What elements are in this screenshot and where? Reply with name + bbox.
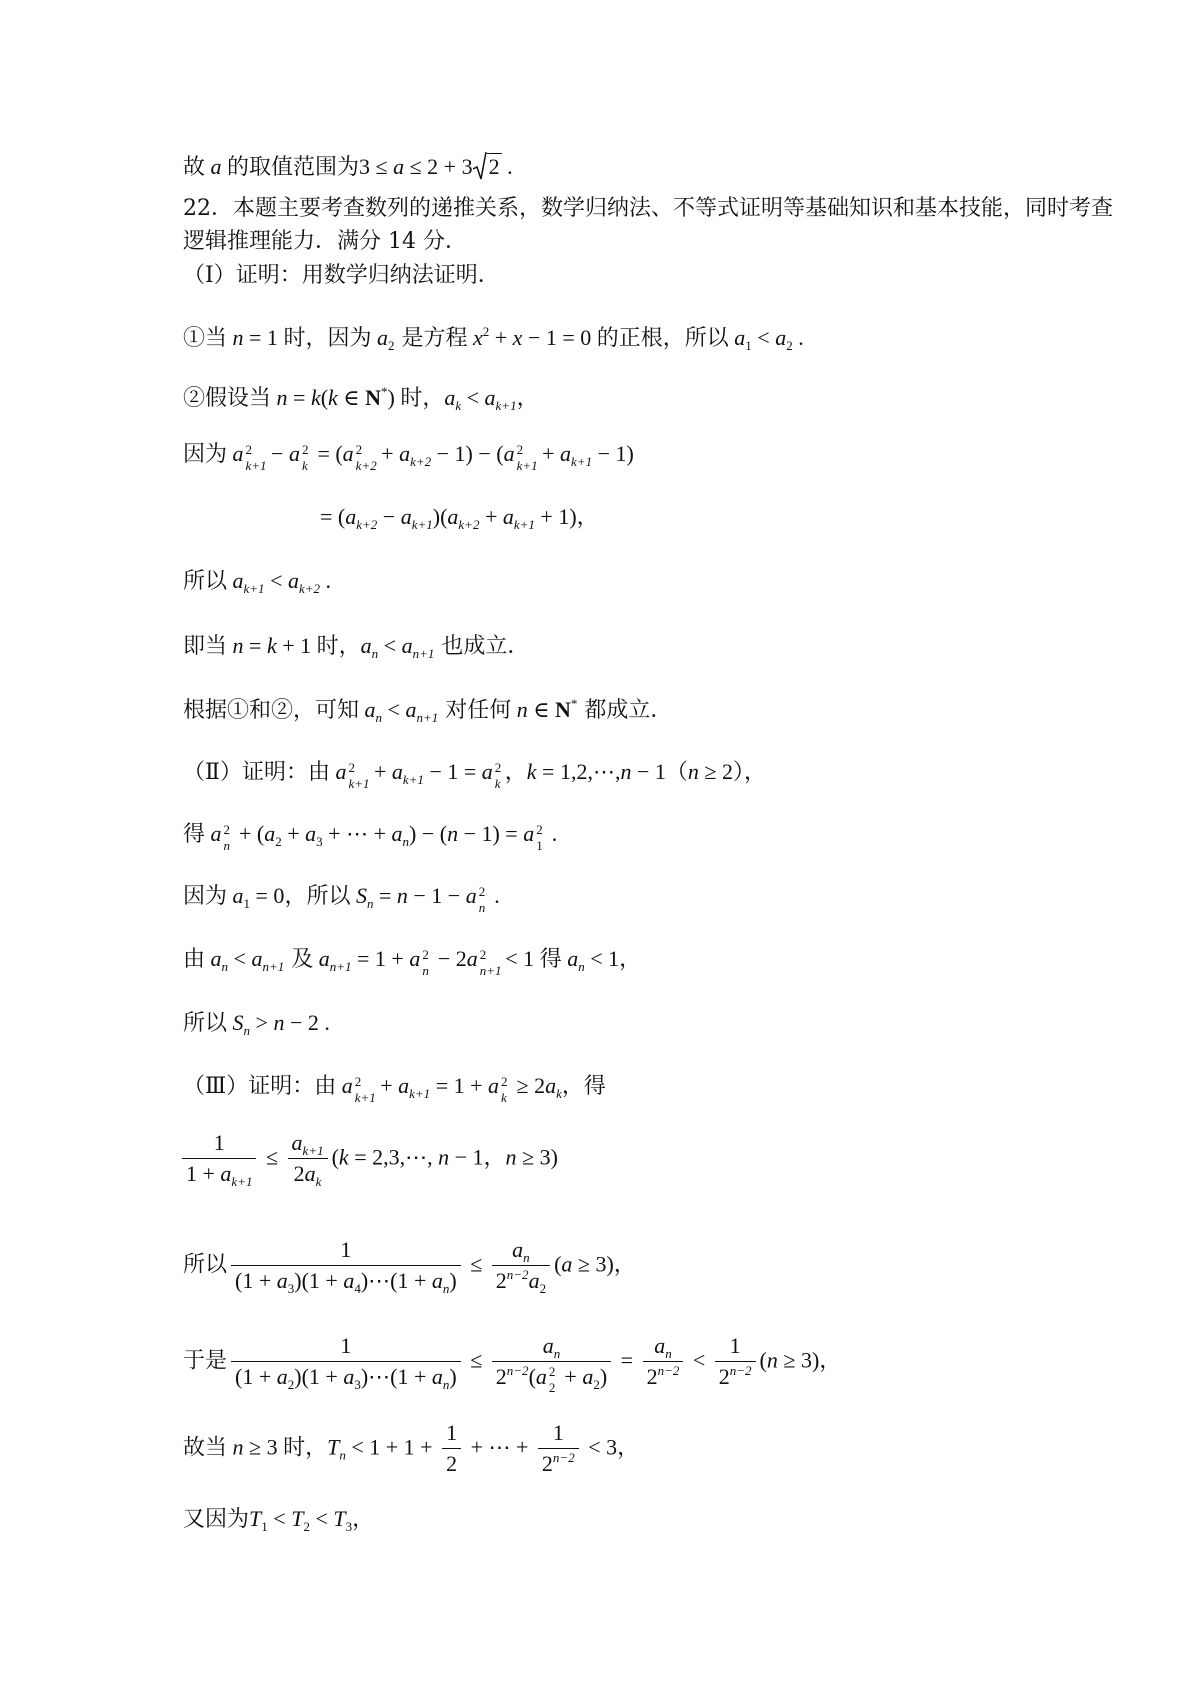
induction-hypothesis: ②假设当 n = k(k ∈ N*) 时，$a_k < a_{k+1}$， [183, 384, 539, 413]
part-3-small-cases: 又因为$T_1 < T_2 < T_3$， [183, 1506, 375, 1534]
induction-base-case: ①当 n = 1 时，因为 $a_2$ 是方程 $x^2 + x - 1 = 0$ 的正根，所以 $a_1 < a_2$ . [183, 324, 804, 353]
part-2-conclusion: 所以 $S_n > n - 2$ . [183, 1010, 330, 1038]
part-2-sum: 得 a 2 n + ($a_2 + a_3$ + ⋯ + $a_n) - (n - 1) = a$ 2 1 . [183, 821, 558, 853]
text: 故 [183, 155, 206, 180]
induction-step-identity: 因为 a 2 k+1 − a 2 k = (a 2 k+2 + $a_{k+2} - 1) - (a$ 2 k+1 + $a_{k+1} - 1$) [183, 441, 634, 473]
question-22-intro-cont: 逻辑推理能力．满分 14 分． [183, 229, 467, 254]
text: 的取值范围为 [227, 155, 360, 180]
part-2-sn-formula: 因为 $a_1 = 0$，所以 $S_n = n - 1 - a$ 2 n . [183, 883, 500, 915]
part-3-product-bound: 所以 $\frac{1}{(1 + a_3)(1 + a_4)\cdots(1 + a_n)}$ ≤ $\frac{a_n}{2^{n-2}a_2}$ (a ≥ 3)， [183, 1237, 636, 1296]
induction-step-factor: = $(a_{k+2} - a_{k+1})(a_{k+2} + a_{k+1} + 1)$， [320, 504, 599, 532]
range-conclusion-line: 故 a 的取值范围为3 ≤ a ≤ 2 + 3 2 . [183, 154, 513, 180]
part-2-bound: 由 $a_n < a_{n+1}$ 及 $a_{n+1} = 1 + a$ 2 n − 2a 2 n+1 < 1 得 $a_n < 1$， [183, 946, 642, 978]
induction-conclusion: 即当 n = k + 1 时，$a_n < a_{n+1}$ 也成立． [183, 633, 530, 661]
part-1-conclusion: 根据①和②，可知 $a_n < a_{n+1}$ 对任何 n ∈ N* 都成立． [183, 696, 673, 725]
part-3-tn-bound: 故当 n ≥ 3 时，$T_n < 1 + 1$ + $\frac{1}{2}$ + ⋯ + $\frac{1}{2^{n-2}}$ < 3， [183, 1420, 640, 1476]
part-3-product-full: 于是 $\frac{1}{(1 + a_2)(1 + a_3)\cdots(1 + a_n)}$ ≤ $a_n$ $2^{n-2}(a$ 2 2 + $a_2$) = $\frac{a_n}{2^{n-2}}$ < $\frac{1}{2^{n-2}}$ (n ≥ 3)， [183, 1333, 842, 1395]
part-3-start: （Ⅲ）证明：由 a 2 k+1 + $a_{k+1} = 1 + a$ 2 k ≥ $2a_k$，得 [183, 1073, 606, 1105]
part-3-inequality: $\frac{1}{1 + a_{k+1}}$ ≤ $\frac{a_{k+1}}{2a_k}$ (k = 2,3,⋯, n − 1，n ≥ 3) [178, 1130, 558, 1187]
induction-step-result: 所以 $a_{k+1} < a_{k+2}$ . [183, 568, 332, 596]
part-1-heading: （Ⅰ）证明：用数学归纳法证明． [183, 263, 500, 288]
part-2-start: （Ⅱ）证明：由 a 2 k+1 + $a_{k+1} - 1 = a$ 2 k ，k = 1,2,⋯,n − 1（n ≥ 2）， [183, 759, 766, 791]
question-22-intro: 22．本题主要考查数列的递推关系，数学归纳法、不等式证明等基础知识和基本技能，同时考查 [183, 196, 1113, 221]
